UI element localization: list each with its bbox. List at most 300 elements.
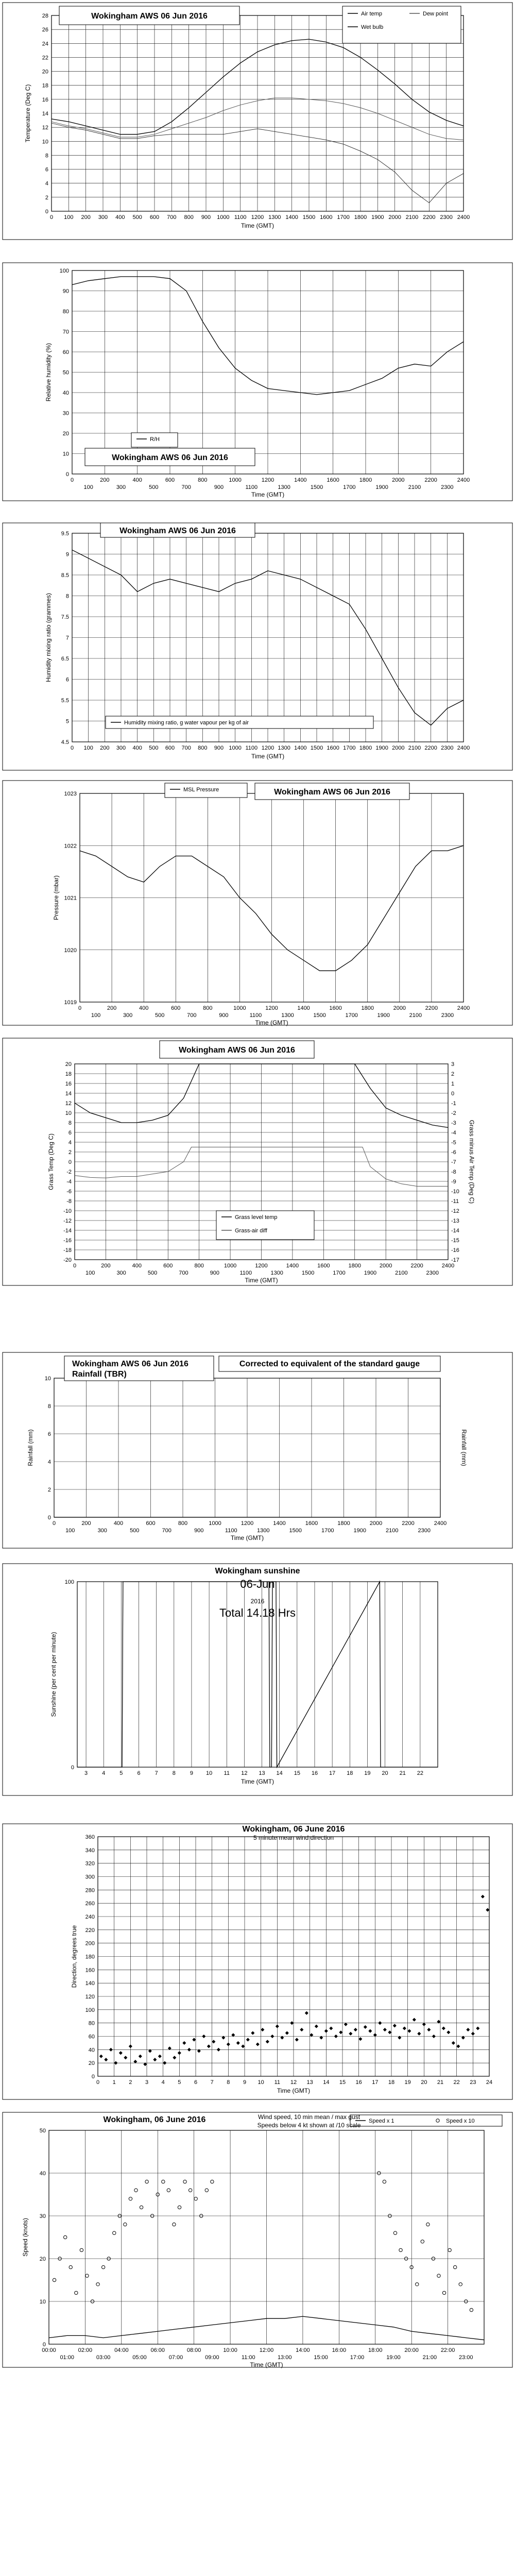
x-tick-label-secondary: 1300 xyxy=(270,1270,283,1276)
x-tick-label: 100 xyxy=(83,745,93,751)
x-tick-label-secondary: 700 xyxy=(179,1270,188,1276)
x-tick-label: 1600 xyxy=(327,745,339,751)
y-tick-label: -14 xyxy=(63,1228,72,1234)
x-tick-label-secondary: 500 xyxy=(147,1270,158,1276)
x-tick-label: 800 xyxy=(184,214,194,221)
x-tick-label-secondary: 100 xyxy=(83,484,93,490)
y-right-tick-label: -7 xyxy=(451,1159,456,1165)
x-tick-label-secondary: 05:00 xyxy=(132,2354,147,2361)
x-tick-label: 16 xyxy=(355,2079,362,2086)
y-tick-label: 7.5 xyxy=(61,614,69,620)
x-tick-label: 500 xyxy=(132,214,142,221)
temperature-panel xyxy=(0,0,515,242)
chart-frame xyxy=(3,1352,512,1548)
y-tick-label: 8 xyxy=(65,593,69,600)
x-tick-label-secondary: 500 xyxy=(130,1528,140,1534)
y-tick-label: 0 xyxy=(65,471,69,478)
x-tick-label: 15 xyxy=(339,2079,346,2086)
y-tick-label: 300 xyxy=(85,1874,95,1880)
y-tick-label: 100 xyxy=(59,268,69,274)
y-tick-label: 40 xyxy=(88,2047,95,2054)
x-axis-label: Time (GMT) xyxy=(230,1534,264,1541)
x-tick-label: 400 xyxy=(113,1520,124,1527)
x-tick-label: 2 xyxy=(129,2079,132,2086)
y-tick-label: -2 xyxy=(66,1169,72,1175)
y-tick-label: 18 xyxy=(42,82,48,89)
x-tick-label: 2400 xyxy=(441,1263,455,1269)
x-tick-label: 06:00 xyxy=(150,2347,165,2353)
x-axis-label: Time (GMT) xyxy=(241,1778,274,1785)
x-tick-label-secondary: 1900 xyxy=(364,1270,377,1276)
x-tick-label: 13 xyxy=(259,1770,265,1776)
chart-frame xyxy=(3,263,512,501)
chart-frame xyxy=(3,523,512,770)
y-tick-label: 20 xyxy=(39,2256,46,2262)
x-tick-label: 1200 xyxy=(261,745,274,751)
y-axis-label-right: Grass minus Air Temp (Deg C) xyxy=(468,1120,475,1204)
x-tick-label: 800 xyxy=(178,1520,188,1527)
x-tick-label: 16:00 xyxy=(332,2347,347,2353)
x-tick-label: 300 xyxy=(116,745,126,751)
y-tick-label: 1020 xyxy=(64,947,77,954)
x-tick-label: 800 xyxy=(194,1263,204,1269)
x-tick-label: 1000 xyxy=(217,214,230,221)
y-axis-label: Relative humidity (%) xyxy=(45,343,52,402)
x-tick-label-secondary: 1700 xyxy=(343,484,356,490)
y-tick-label: -4 xyxy=(66,1179,72,1185)
x-tick-label: 2400 xyxy=(457,745,470,751)
x-tick-label: 22 xyxy=(453,2079,460,2086)
x-tick-label-secondary: 1300 xyxy=(278,484,290,490)
x-tick-label: 1200 xyxy=(261,477,274,483)
y-tick-label: 7 xyxy=(65,635,69,641)
x-tick-label-secondary: 1100 xyxy=(225,1528,237,1534)
x-tick-label: 4 xyxy=(102,1770,106,1776)
chart-title: Wokingham, 06 June 2016 xyxy=(242,1825,345,1834)
x-tick-label-secondary: 1700 xyxy=(321,1528,334,1534)
chart-subtitle: Rainfall (TBR) xyxy=(72,1370,127,1379)
y-tick-label: -18 xyxy=(63,1247,72,1253)
y-right-tick-label: -10 xyxy=(451,1189,459,1195)
y-right-tick-label: 2 xyxy=(451,1071,455,1077)
chart-title: Wokingham AWS 06 Jun 2016 xyxy=(179,1046,295,1055)
legend-entry: Speed x 10 xyxy=(446,2118,475,2124)
x-tick-label: 9 xyxy=(243,2079,247,2086)
x-tick-label-secondary: 100 xyxy=(65,1528,75,1534)
y-tick-label: 0 xyxy=(45,209,48,215)
x-tick-label: 1400 xyxy=(294,745,307,751)
y-tick-label: 6 xyxy=(45,166,48,173)
humidity-panel xyxy=(0,260,515,502)
y-tick-label: 60 xyxy=(88,2033,95,2040)
x-tick-label: 2200 xyxy=(424,477,437,483)
x-tick-label: 2000 xyxy=(392,477,405,483)
x-tick-label: 8 xyxy=(227,2079,230,2086)
y-tick-label: 1022 xyxy=(64,843,77,850)
x-tick-label-secondary: 07:00 xyxy=(168,2354,183,2361)
x-tick-label: 10 xyxy=(258,2079,264,2086)
y-tick-label: 260 xyxy=(85,1901,95,1907)
y-tick-label: 240 xyxy=(85,1914,95,1920)
x-tick-label: 600 xyxy=(149,214,160,221)
y-tick-label: 2 xyxy=(45,194,48,201)
x-tick-label: 200 xyxy=(100,745,110,751)
sunshine-panel xyxy=(0,1561,515,1798)
y-axis-label: Humidity mixing ratio (grammes) xyxy=(45,593,52,682)
x-tick-label: 22 xyxy=(417,1770,423,1776)
y-tick-label: 2 xyxy=(68,1149,72,1156)
x-tick-label: 24 xyxy=(486,2079,493,2086)
x-tick-label: 0 xyxy=(73,1263,77,1269)
x-tick-label: 800 xyxy=(198,745,208,751)
x-tick-label: 400 xyxy=(139,1005,149,1011)
x-tick-label: 500 xyxy=(149,745,159,751)
x-tick-label: 15 xyxy=(294,1770,300,1776)
x-tick-label: 1100 xyxy=(245,745,258,751)
x-tick-label: 1700 xyxy=(337,214,350,221)
x-tick-label: 300 xyxy=(98,214,108,221)
y-tick-label: 8 xyxy=(47,1403,51,1410)
chart-frame xyxy=(3,2112,512,2367)
y-right-tick-label: -3 xyxy=(451,1120,456,1126)
x-tick-label: 1600 xyxy=(327,477,339,483)
x-tick-label-secondary: 1700 xyxy=(333,1270,346,1276)
chart-title: Wokingham AWS 06 Jun 2016 xyxy=(112,453,228,462)
mixing-ratio-panel xyxy=(0,520,515,773)
y-tick-label: 0 xyxy=(42,2342,46,2348)
y-tick-label: 4.5 xyxy=(61,739,69,745)
x-tick-label: 200 xyxy=(100,477,110,483)
chart-subtitle-2: Speeds below 4 kt shown at /10 scale xyxy=(257,2122,361,2129)
y-tick-label: 1023 xyxy=(64,791,77,797)
x-tick-label: 1600 xyxy=(317,1263,330,1269)
y-tick-label: 26 xyxy=(42,27,48,33)
x-tick-label: 18:00 xyxy=(368,2347,383,2353)
y-tick-label: 6 xyxy=(68,1130,72,1136)
x-tick-label: 5 xyxy=(119,1770,123,1776)
y-tick-label: 6 xyxy=(65,676,69,683)
x-tick-label: 1000 xyxy=(229,745,242,751)
x-tick-label: 1800 xyxy=(359,745,372,751)
x-tick-label: 14 xyxy=(276,1770,283,1776)
y-tick-label: 0 xyxy=(91,2074,95,2080)
chart-title: Wokingham AWS 06 Jun 2016 xyxy=(119,527,236,535)
x-tick-label: 1400 xyxy=(286,1263,299,1269)
x-tick-label: 1200 xyxy=(251,214,264,221)
x-tick-label: 14:00 xyxy=(296,2347,310,2353)
y-tick-label: 200 xyxy=(85,1940,95,1947)
legend-entry: MSL Pressure xyxy=(183,787,219,793)
y-tick-label: 80 xyxy=(88,2020,95,2027)
x-tick-label: 2400 xyxy=(434,1520,447,1527)
y-tick-label: 30 xyxy=(39,2213,46,2219)
x-tick-label-secondary: 1500 xyxy=(310,484,323,490)
x-tick-label: 2100 xyxy=(405,214,419,221)
x-tick-label: 22:00 xyxy=(440,2347,455,2353)
y-tick-label: 4 xyxy=(45,180,48,187)
x-tick-label-secondary: 1100 xyxy=(249,1012,262,1019)
y-tick-label: 8 xyxy=(45,152,48,159)
x-tick-label: 21 xyxy=(437,2079,444,2086)
x-tick-label: 21 xyxy=(399,1770,406,1776)
x-tick-label-secondary: 1100 xyxy=(245,484,258,490)
y-tick-label: 90 xyxy=(62,288,69,295)
x-tick-label-secondary: 100 xyxy=(91,1012,101,1019)
x-tick-label: 1800 xyxy=(354,214,367,221)
chart-date: 06-Jun xyxy=(240,1578,275,1590)
y-right-tick-label: -1 xyxy=(451,1100,456,1107)
y-tick-label: 18 xyxy=(65,1071,72,1077)
y-tick-label: 20 xyxy=(62,431,69,437)
y-right-tick-label: 1 xyxy=(451,1081,455,1087)
legend-entry: Humidity mixing ratio, g water vapour per kg of air xyxy=(124,720,249,726)
x-tick-label: 200 xyxy=(101,1263,111,1269)
x-tick-label: 20 xyxy=(382,1770,388,1776)
y-axis-label: Direction, degrees true xyxy=(71,1925,78,1988)
x-tick-label: 17 xyxy=(372,2079,379,2086)
x-tick-label: 12:00 xyxy=(259,2347,274,2353)
x-tick-label: 1600 xyxy=(329,1005,342,1011)
x-tick-label: 3 xyxy=(145,2079,149,2086)
y-tick-label: 1021 xyxy=(64,895,77,902)
y-right-tick-label: -2 xyxy=(451,1110,456,1116)
x-tick-label: 0 xyxy=(49,214,54,221)
x-tick-label-secondary: 1900 xyxy=(377,1012,390,1019)
x-tick-label: 1 xyxy=(112,2079,116,2086)
y-tick-label: 50 xyxy=(39,2128,46,2134)
x-tick-label: 900 xyxy=(201,214,211,221)
sunshine-chart xyxy=(0,1561,515,1798)
x-tick-label: 1500 xyxy=(302,214,316,221)
x-tick-label: 1600 xyxy=(320,214,333,221)
y-right-tick-label: -6 xyxy=(451,1149,456,1156)
x-tick-label-secondary: 1500 xyxy=(301,1270,315,1276)
y-tick-label: 10 xyxy=(62,451,69,457)
y-axis-label: Speed (knots) xyxy=(22,2218,29,2257)
wind-direction-chart xyxy=(0,1821,515,2102)
x-tick-label: 100 xyxy=(64,214,74,221)
x-tick-label: 19 xyxy=(364,1770,371,1776)
x-tick-label: 2200 xyxy=(423,214,436,221)
y-tick-label: 160 xyxy=(85,1967,95,1974)
x-axis-label: Time (GMT) xyxy=(250,2361,283,2368)
y-tick-label: 4 xyxy=(68,1140,72,1146)
y-right-tick-label: 0 xyxy=(451,1091,455,1097)
y-tick-label: 16 xyxy=(42,96,48,103)
y-tick-label: 30 xyxy=(62,410,69,417)
y-tick-label: 22 xyxy=(42,55,48,61)
chart-frame xyxy=(3,781,512,1025)
y-tick-label: 4 xyxy=(47,1459,51,1465)
x-tick-label: 800 xyxy=(198,477,208,483)
x-axis-label: Time (GMT) xyxy=(251,753,285,760)
x-tick-label: 1900 xyxy=(375,745,388,751)
y-tick-label: 6.5 xyxy=(61,656,69,662)
x-tick-label: 2400 xyxy=(457,477,470,483)
x-tick-label-secondary: 1500 xyxy=(313,1012,326,1019)
y-tick-label: 120 xyxy=(85,1994,95,2000)
temperature-chart xyxy=(0,0,515,242)
y-tick-label: 280 xyxy=(85,1887,95,1894)
x-tick-label: 2000 xyxy=(392,745,405,751)
x-tick-label: 600 xyxy=(146,1520,156,1527)
x-tick-label: 1400 xyxy=(297,1005,310,1011)
legend-entry: R/H xyxy=(150,436,160,443)
y-tick-label: -16 xyxy=(63,1238,72,1244)
y-tick-label: 9 xyxy=(65,551,69,558)
y-right-tick-label: 3 xyxy=(451,1061,455,1067)
y-tick-label: 0 xyxy=(47,1515,51,1521)
y-tick-label: 12 xyxy=(42,125,48,131)
y-tick-label: 0 xyxy=(71,1765,74,1771)
x-tick-label-secondary: 900 xyxy=(194,1528,204,1534)
y-tick-label: 9.5 xyxy=(61,531,69,537)
legend-entry: Wet bulb xyxy=(361,24,384,30)
x-tick-label: 0 xyxy=(96,2079,100,2086)
x-tick-label-secondary: 1900 xyxy=(375,484,388,490)
y-tick-label: 10 xyxy=(44,1376,51,1382)
x-tick-label: 7 xyxy=(154,1770,158,1776)
x-tick-label: 1400 xyxy=(294,477,307,483)
y-tick-label: 360 xyxy=(85,1834,95,1840)
y-axis-label-right: Rainfall (mm) xyxy=(460,1429,468,1466)
y-tick-label: 20 xyxy=(88,2060,95,2067)
y-tick-label: 16 xyxy=(65,1081,72,1087)
x-axis-label: Time (GMT) xyxy=(241,222,274,229)
x-tick-label: 20 xyxy=(421,2079,427,2086)
x-tick-label: 10:00 xyxy=(223,2347,237,2353)
x-tick-label: 2300 xyxy=(441,745,454,751)
rainfall-chart xyxy=(0,1350,515,1551)
y-tick-label: 180 xyxy=(85,1954,95,1960)
x-tick-label-secondary: 900 xyxy=(214,484,224,490)
x-tick-label: 1400 xyxy=(273,1520,286,1527)
y-right-tick-label: -9 xyxy=(451,1179,456,1185)
wind-direction-panel xyxy=(0,1821,515,2102)
pressure-panel xyxy=(0,778,515,1028)
x-tick-label: 11 xyxy=(224,1770,230,1776)
x-tick-label-secondary: 1900 xyxy=(353,1528,366,1534)
y-tick-label: 5 xyxy=(65,718,69,725)
x-tick-label: 1600 xyxy=(305,1520,318,1527)
y-right-tick-label: -5 xyxy=(451,1140,456,1146)
y-tick-label: 24 xyxy=(42,41,48,47)
chart-total: Total 14.18 Hrs xyxy=(219,1606,296,1619)
x-tick-label-secondary: 2100 xyxy=(409,1012,422,1019)
chart-subtitle: 5 minute mean wind direction xyxy=(253,1834,334,1841)
x-tick-label-secondary: 2100 xyxy=(386,1528,399,1534)
legend-entry: Grass level temp xyxy=(235,1214,278,1221)
grass-temp-chart xyxy=(0,1036,515,1288)
y-tick-label: 2 xyxy=(47,1487,51,1493)
x-tick-label-secondary: 900 xyxy=(210,1270,220,1276)
x-tick-label-secondary: 700 xyxy=(187,1012,197,1019)
grass-temp-panel xyxy=(0,1036,515,1288)
x-tick-label: 7 xyxy=(210,2079,214,2086)
x-tick-label: 20:00 xyxy=(404,2347,419,2353)
y-axis-label: Grass Temp (Deg C) xyxy=(47,1133,55,1190)
y-right-tick-label: -8 xyxy=(451,1169,456,1175)
y-axis-label: Rainfall (mm) xyxy=(27,1429,34,1466)
y-tick-label: 10 xyxy=(39,2299,46,2305)
x-tick-label: 1000 xyxy=(209,1520,221,1527)
y-tick-label: -12 xyxy=(63,1218,72,1224)
x-tick-label-secondary: 300 xyxy=(116,484,126,490)
chart-title: Wokingham sunshine xyxy=(215,1567,300,1575)
legend-entry: Speed x 1 xyxy=(369,2118,394,2124)
chart-subtitle: Wind speed, 10 min mean / max gust xyxy=(258,2113,360,2121)
y-axis-label: Temperature (Deg C) xyxy=(24,84,31,143)
x-tick-label: 5 xyxy=(178,2079,181,2086)
x-axis-label: Time (GMT) xyxy=(255,1019,288,1026)
y-tick-label: 5.5 xyxy=(61,698,69,704)
y-tick-label: 320 xyxy=(85,1860,95,1867)
x-tick-label: 00:00 xyxy=(42,2347,56,2353)
y-axis-label: Sunshine (per cent per minute) xyxy=(50,1632,57,1717)
x-tick-label-secondary: 11:00 xyxy=(241,2354,255,2361)
x-tick-label: 2300 xyxy=(440,214,453,221)
x-tick-label: 1200 xyxy=(255,1263,268,1269)
x-tick-label: 19 xyxy=(404,2079,411,2086)
x-tick-label-secondary: 700 xyxy=(162,1528,171,1534)
y-tick-label: 14 xyxy=(65,1091,72,1097)
x-tick-label: 1500 xyxy=(310,745,323,751)
y-right-tick-label: -11 xyxy=(451,1198,459,1205)
x-tick-label: 11 xyxy=(274,2079,281,2086)
x-tick-label: 6 xyxy=(137,1770,141,1776)
wind-speed-panel xyxy=(0,2110,515,2370)
pressure-chart xyxy=(0,778,515,1028)
x-tick-label: 200 xyxy=(107,1005,117,1011)
x-tick-label: 08:00 xyxy=(186,2347,201,2353)
y-tick-label: 28 xyxy=(42,13,48,19)
x-tick-label: 23 xyxy=(470,2079,476,2086)
x-tick-label: 600 xyxy=(165,477,175,483)
y-tick-label: 80 xyxy=(62,309,69,315)
x-tick-label: 1100 xyxy=(234,214,247,221)
x-tick-label: 400 xyxy=(132,1263,142,1269)
y-right-tick-label: -14 xyxy=(451,1228,459,1234)
x-tick-label: 0 xyxy=(70,745,74,751)
x-tick-label-secondary: 23:00 xyxy=(459,2354,473,2361)
y-right-tick-label: -16 xyxy=(451,1247,459,1253)
x-tick-label-secondary: 17:00 xyxy=(350,2354,365,2361)
y-tick-label: -10 xyxy=(63,1208,72,1214)
x-tick-label: 600 xyxy=(165,745,175,751)
x-tick-label: 0 xyxy=(70,477,74,483)
y-tick-label: 140 xyxy=(85,1980,95,1987)
x-tick-label-secondary: 2100 xyxy=(408,484,421,490)
x-axis-label: Time (GMT) xyxy=(251,491,285,498)
x-tick-label-secondary: 2300 xyxy=(441,1012,454,1019)
x-tick-label: 1300 xyxy=(268,214,281,221)
humidity-chart xyxy=(0,260,515,502)
y-tick-label: 14 xyxy=(42,111,48,117)
y-tick-label: 8 xyxy=(68,1120,72,1126)
x-tick-label-secondary: 500 xyxy=(155,1012,165,1019)
y-tick-label: 10 xyxy=(65,1110,72,1116)
x-tick-label: 700 xyxy=(181,745,191,751)
x-tick-label: 18 xyxy=(347,1770,353,1776)
x-tick-label-secondary: 1100 xyxy=(239,1270,252,1276)
x-tick-label-secondary: 900 xyxy=(219,1012,229,1019)
x-tick-label: 9 xyxy=(190,1770,194,1776)
x-tick-label: 0 xyxy=(78,1005,82,1011)
legend-entry: Dew point xyxy=(423,11,448,17)
x-tick-label-secondary: 1500 xyxy=(289,1528,302,1534)
x-tick-label: 600 xyxy=(163,1263,173,1269)
y-axis-label: Pressure (mbar) xyxy=(53,875,60,920)
